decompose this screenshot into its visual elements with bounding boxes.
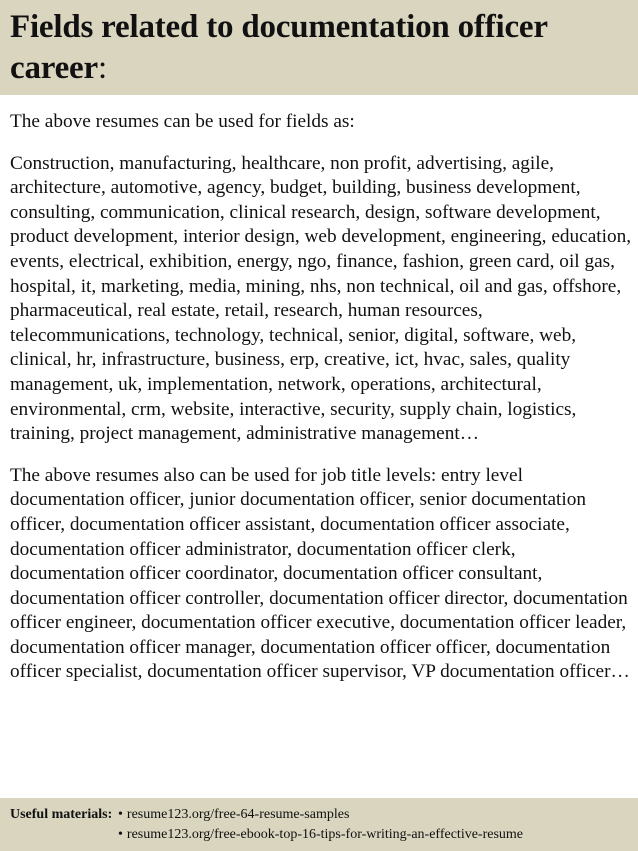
- useful-materials-label: Useful materials:: [10, 807, 113, 822]
- page-title: [10, 7, 628, 89]
- job-levels-paragraph: The above resumes also can be used for job title levels: entry level documentation officer, junior documentation officer, senior documentation officer, documentation officer assistant, documentation officer associate, documentation officer administrator, documentation officer clerk, documentation officer coordinator, documentation officer consultant, documentation officer controller, documentation officer director, documentation officer engineer, documentation officer executive, documentation officer leader, documentation officer manager, documentation officer officer, documentation officer specialist, documentation officer supervisor, VP documentation officer…: [10, 464, 630, 683]
- list-item: [118, 805, 523, 825]
- fields-paragraph: Construction, manufacturing, healthcare, non profit, advertising, agile, architecture, automotive, agency, budget, building, business development, consulting, communication, clinical research, design, software development, product development, interior design, web development, engineering, education, events, electrical, exhibition, energy, ngo, finance, fashion, green card, oil gas, hospital, it, marketing, media, mining, nhs, non technical, oil and gas, offshore, pharmaceutical, real estate, retail, research, human resources, telecommunications, technology, technical, senior, digital, software, web, clinical, hr, infrastructure, business, erp, creative, ict, hvac, sales, quality management, uk, implementation, network, operations, architectural, environmental, crm, website, interactive, security, supply chain, logistics, training, project management, administrative management…: [10, 152, 632, 445]
- page-title-text: Fields related to documentation officer career: [10, 9, 548, 86]
- page-title-colon: :: [97, 50, 107, 86]
- bullet-icon: •: [118, 827, 123, 842]
- header-band: [0, 0, 638, 95]
- footer-band: [0, 798, 638, 851]
- useful-materials: [10, 805, 638, 845]
- useful-materials-list: [118, 805, 523, 845]
- bullet-icon: •: [118, 807, 123, 822]
- useful-link-2[interactable]: resume123.org/free-ebook-top-16-tips-for-writing-an-effective-resume: [126, 827, 524, 842]
- intro-paragraph: The above resumes can be used for fields as:: [10, 111, 355, 132]
- list-item: [118, 825, 523, 845]
- useful-link-1[interactable]: resume123.org/free-64-resume-samples: [126, 807, 350, 822]
- main-content: [10, 110, 632, 685]
